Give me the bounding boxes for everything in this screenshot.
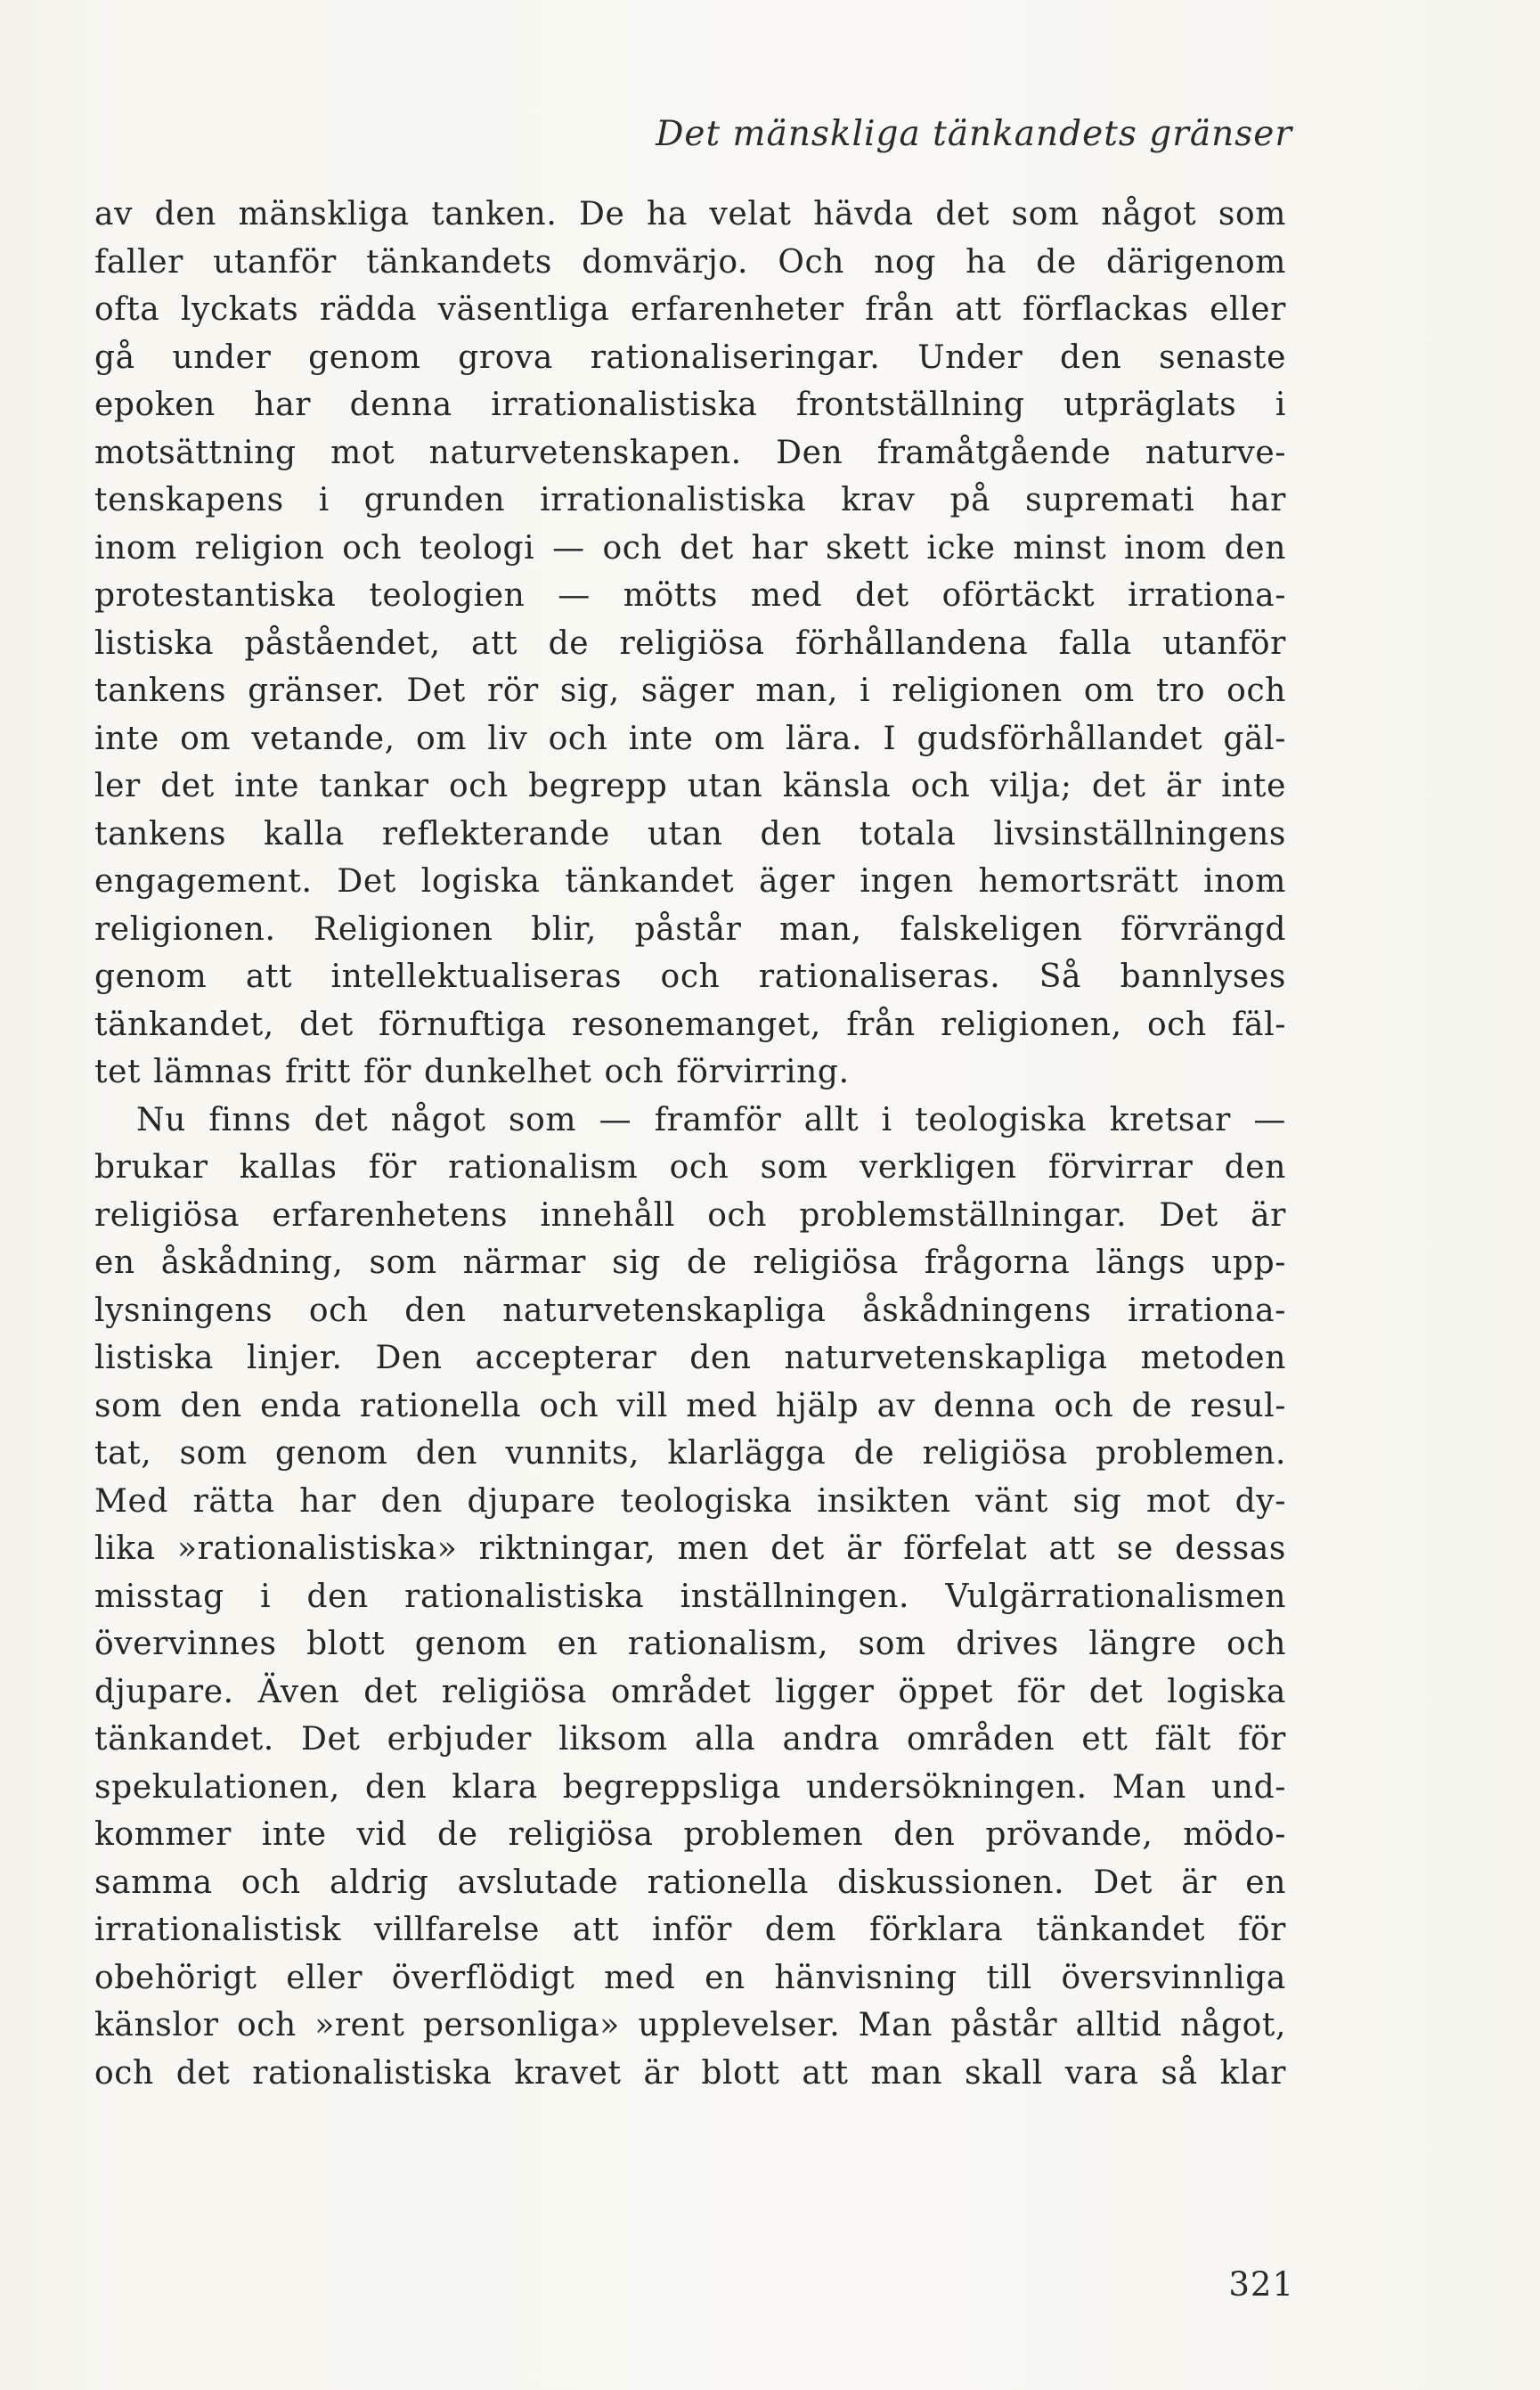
text-line: inte om vetande, om liv och inte om lära. I gudsförhållandet gäl- <box>94 720 1286 757</box>
page-number: 321 <box>1228 2265 1294 2304</box>
text-line: tat, som genom den vunnits, klarlägga de religiösa problemen. <box>94 1435 1286 1472</box>
text-line: samma och aldrig avslutade rationella diskussionen. Det är en <box>94 1864 1286 1901</box>
text-line: epoken har denna irrationalistiska frontställning utpräglats i <box>94 387 1286 423</box>
text-line: misstag i den rationalistiska inställningen. Vulgärrationalismen <box>94 1578 1286 1615</box>
text-line: ofta lyckats rädda väsentliga erfarenheter från att förflackas eller <box>94 291 1286 328</box>
text-line: övervinnes blott genom en rationalism, som drives längre och <box>94 1626 1286 1662</box>
text-line: tenskapens i grunden irrationalistiska krav på supremati har <box>94 482 1286 518</box>
text-line: inom religion och teologi — och det har skett icke minst inom den <box>94 529 1286 567</box>
running-header: Det mänskliga tänkandets gränser <box>656 114 1292 154</box>
text-line: som den enda rationella och vill med hjälp av denna och de resul- <box>94 1387 1286 1424</box>
text-line: ler det inte tankar och begrepp utan känsla och vilja; det är inte <box>94 768 1286 804</box>
text-line: kommer inte vid de religiösa problemen den prövande, mödo- <box>94 1816 1286 1853</box>
text-line: tankens gränser. Det rör sig, säger man, i religionen om tro och <box>94 673 1286 709</box>
text-line: motsättning mot naturvetenskapen. Den framåtgående naturve- <box>94 434 1286 471</box>
text-line: Nu finns det något som — framför allt i teologiska kretsar — <box>136 1101 1286 1138</box>
text-line: lysningens och den naturvetenskapliga åskådningens irrationa- <box>94 1292 1286 1329</box>
text-line: listiska påståendet, att de religiösa förhållandena falla utanför <box>94 624 1286 662</box>
body-text <box>94 191 1286 2097</box>
text-line: irrationalistisk villfarelse att inför dem förklara tänkandet för <box>94 1912 1286 1948</box>
text-line: Med rätta har den djupare teologiska insikten vänt sig mot dy- <box>94 1482 1286 1520</box>
text-line: lika »rationalistiska» riktningar, men det är förfelat att se dessas <box>94 1530 1286 1567</box>
text-line: tänkandet, det förnuftiga resonemanget, från religionen, och fäl- <box>94 1006 1286 1043</box>
text-line: engagement. Det logiska tänkandet äger ingen hemortsrätt inom <box>94 863 1286 900</box>
text-line: gå under genom grova rationaliseringar. Under den senaste <box>94 339 1286 376</box>
text-line: faller utanför tänkandets domvärjo. Och nog ha de därigenom <box>94 243 1286 281</box>
text-line: genom att intellektualiseras och rationaliseras. Så bannlyses <box>94 958 1286 995</box>
text-line: religiösa erfarenhetens innehåll och problemställningar. Det är <box>94 1196 1286 1234</box>
text-line: obehörigt eller överflödigt med en hänvisning till översvinnliga <box>94 1959 1286 1996</box>
text-line: tet lämnas fritt för dunkelhet och förvirring. <box>94 1054 850 1090</box>
text-line: av den mänskliga tanken. De ha velat hävda det som något som <box>94 196 1286 232</box>
text-line: och det rationalistiska kravet är blott att man skall vara så klar <box>94 2054 1286 2092</box>
text-line: djupare. Även det religiösa området ligger öppet för det logiska <box>94 1673 1286 1710</box>
text-line: religionen. Religionen blir, påstår man, falskeligen förvrängd <box>94 910 1286 948</box>
text-line: listiska linjer. Den accepterar den naturvetenskapliga metoden <box>94 1340 1286 1376</box>
text-line: känslor och »rent personliga» upplevelser. Man påstår alltid något, <box>94 2007 1286 2043</box>
paragraph-2 <box>94 1097 1286 2098</box>
text-line: brukar kallas för rationalism och som verkligen förvirrar den <box>94 1149 1286 1186</box>
paragraph-1 <box>94 191 1286 1097</box>
text-line: tankens kalla reflekterande utan den totala livsinställningens <box>94 815 1286 852</box>
text-line: protestantiska teologien — mötts med det oförtäckt irrationa- <box>94 577 1286 614</box>
text-line: spekulationen, den klara begreppsliga undersökningen. Man und- <box>94 1768 1286 1806</box>
text-line: tänkandet. Det erbjuder liksom alla andra områden ett fält för <box>94 1721 1286 1758</box>
text-line: en åskådning, som närmar sig de religiösa frågorna längs upp- <box>94 1244 1286 1281</box>
